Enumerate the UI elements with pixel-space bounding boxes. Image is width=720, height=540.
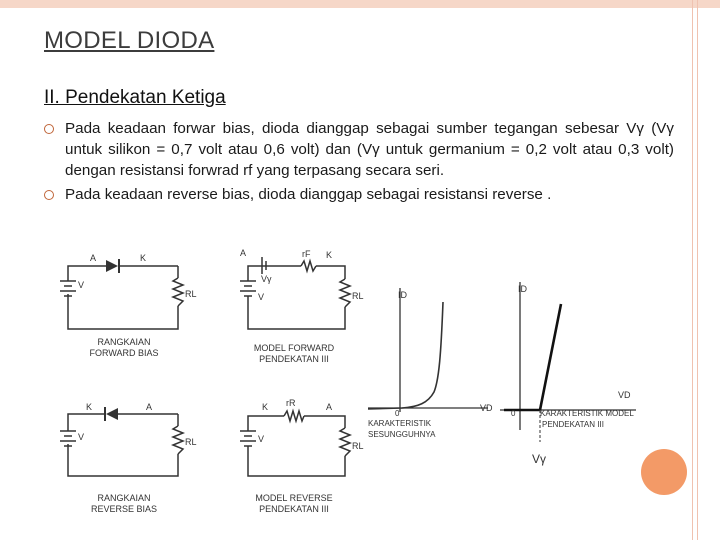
origin-label: 0 xyxy=(511,409,516,418)
label-v: V xyxy=(78,280,85,290)
caption-line2: SESUNGGUHNYA xyxy=(368,430,436,439)
caption-line1: RANGKAIAN xyxy=(97,493,151,503)
diode-figure xyxy=(56,244,644,520)
origin-label: 0 xyxy=(395,409,400,418)
label-rl: RL xyxy=(352,441,364,451)
caption-line1: MODEL REVERSE xyxy=(255,493,333,503)
x-axis-label: VD xyxy=(618,390,631,400)
slide-subtitle: II. Pendekatan Ketiga xyxy=(44,87,226,108)
bullet-item-reverse xyxy=(44,184,674,205)
bullet-item-forward xyxy=(44,118,674,181)
bullet-circle-icon xyxy=(44,124,54,134)
label-rl: RL xyxy=(352,291,364,301)
label-k: K xyxy=(326,250,333,260)
label-k: K xyxy=(262,402,269,412)
caption-line2: PENDEKATAN III xyxy=(542,420,604,429)
right-frame-line xyxy=(692,0,693,540)
label-a: A xyxy=(240,248,247,258)
caption-line2: PENDEKATAN III xyxy=(259,504,329,514)
caption-line2: REVERSE BIAS xyxy=(90,504,158,514)
decorative-orange-circle xyxy=(641,449,687,495)
label-a: A xyxy=(146,402,153,412)
label-rl: RL xyxy=(185,289,197,299)
y-axis-label: ID xyxy=(518,284,527,294)
caption-line1: RANGKAIAN xyxy=(97,337,151,347)
caption-line1: MODEL FORWARD xyxy=(253,343,335,353)
bullet-list xyxy=(44,118,674,208)
vgamma-label: Vγ xyxy=(532,452,547,466)
y-axis-label: ID xyxy=(398,290,407,300)
label-k: K xyxy=(86,402,93,412)
label-rr: rR xyxy=(286,398,296,408)
right-frame-line-2 xyxy=(697,0,698,540)
label-k: K xyxy=(140,253,147,263)
bullet-text: Pada keadaan reverse bias, dioda dianggap sebagai resistansi reverse . xyxy=(65,186,552,203)
caption-line2: PENDEKATAN III xyxy=(259,354,329,364)
top-frame-band xyxy=(0,0,720,8)
caption-line1: KARAKTERISTIK xyxy=(368,419,432,428)
x-axis-label: VD xyxy=(480,403,493,413)
label-v: V xyxy=(258,434,265,444)
label-rf: rF xyxy=(302,249,311,259)
label-v: V xyxy=(78,432,85,442)
label-v: V xyxy=(258,292,265,302)
label-rl: RL xyxy=(185,437,197,447)
caption-line2: FORWARD BIAS xyxy=(89,348,159,358)
figure-svg xyxy=(56,244,644,520)
label-vgamma: Vγ xyxy=(261,274,272,284)
caption-line1: KARAKTERISTIK MODEL xyxy=(540,409,634,418)
bullet-text: Pada keadaan forwar bias, dioda dianggap sebagai sumber tegangan sebesar Vγ (Vγ untuk silikon = 0,7 volt atau 0,6 volt) dan (Vγ untuk germanium = 0,2 volt atau 0,3 volt) dengan resistansi forwrad rf yang terpasang secara seri. xyxy=(65,120,674,179)
label-a: A xyxy=(326,402,333,412)
slide-title: MODEL DIODA xyxy=(44,27,215,54)
label-a: A xyxy=(90,253,97,263)
bullet-circle-icon xyxy=(44,190,54,200)
